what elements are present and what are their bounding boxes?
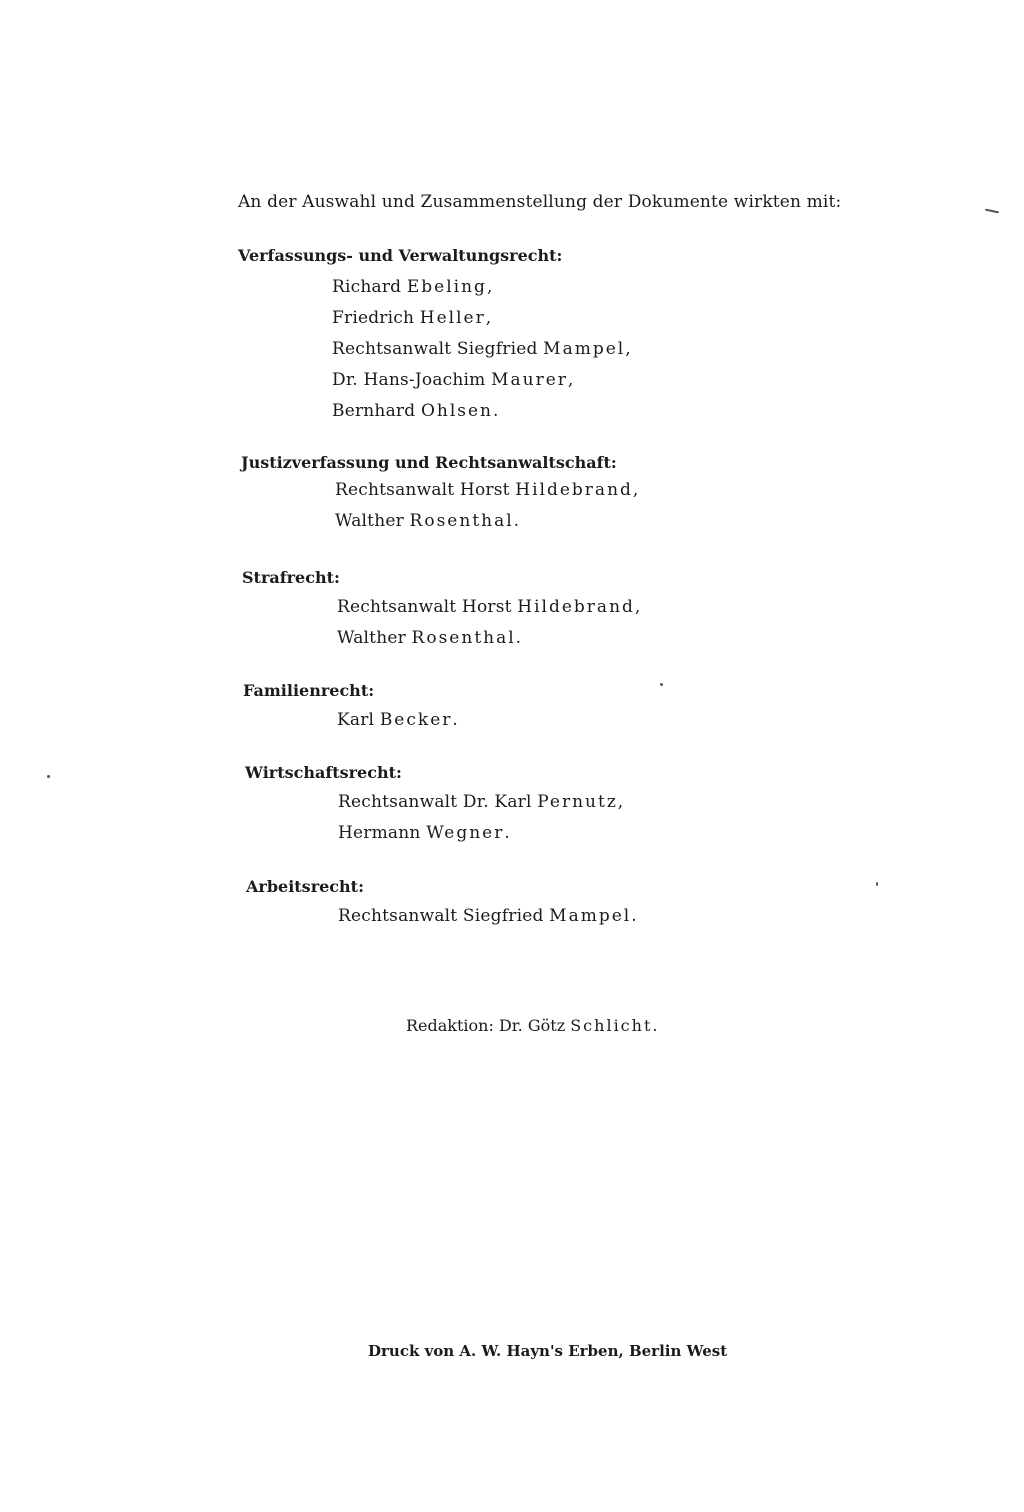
contributor-given: Walther <box>335 511 404 531</box>
contributor-given: Hermann <box>338 823 421 843</box>
contributor-given: Walther <box>337 628 406 648</box>
editor-suffix: . <box>652 1016 658 1035</box>
contributor-surname: Mampel <box>549 906 632 926</box>
contributor-name <box>337 623 802 654</box>
contributor-surname: Mampel <box>543 339 626 359</box>
contributor-surname: Hildebrand <box>517 597 635 617</box>
contributor-given: Richard <box>332 277 402 297</box>
contributor-surname: Ebeling <box>406 277 487 297</box>
contributor-suffix: . <box>452 710 458 730</box>
contributor-name <box>338 818 805 849</box>
scan-speck <box>47 775 50 778</box>
contributor-given: Bernhard <box>332 401 416 421</box>
contributor-list <box>332 272 798 427</box>
contributor-given: Karl <box>337 710 375 730</box>
contributor-suffix: , <box>486 277 493 297</box>
contributor-suffix: , <box>617 792 624 812</box>
contributor-name <box>338 787 805 818</box>
section-arbeitsrecht <box>246 877 806 932</box>
section-heading: Verfassungs- und Verwaltungsrecht: <box>238 246 563 265</box>
section-heading: Arbeitsrecht: <box>246 877 364 896</box>
contributor-list <box>337 705 803 736</box>
scan-speck <box>876 882 878 886</box>
printer-imprint: Druck von A. W. Hayn's Erben, Berlin West <box>368 1342 728 1360</box>
contributor-suffix: , <box>632 480 639 500</box>
contributor-suffix: . <box>631 906 637 926</box>
contributor-given: Rechtsanwalt Dr. Karl <box>338 792 532 812</box>
contributor-suffix: , <box>625 339 631 359</box>
contributor-suffix: , <box>567 370 574 390</box>
contributor-name <box>335 475 801 506</box>
section-familienrecht <box>243 681 803 736</box>
contributor-list <box>338 901 806 932</box>
contributor-given: Rechtsanwalt Horst <box>337 597 512 617</box>
contributor-name <box>332 272 798 303</box>
contributor-surname: Rosenthal <box>409 511 514 531</box>
contributor-name <box>332 396 798 427</box>
section-heading: Familienrecht: <box>243 681 375 700</box>
contributor-surname: Hildebrand <box>515 480 633 500</box>
section-heading: Wirtschaftsrecht: <box>245 763 402 782</box>
contributor-given: Rechtsanwalt Siegfried <box>338 906 544 926</box>
contributor-suffix: . <box>515 628 522 648</box>
contributor-list <box>337 592 802 654</box>
intro-line: An der Auswahl und Zusammenstellung der Dokumente wirkten mit: <box>238 192 842 212</box>
contributor-given: Rechtsanwalt Siegfried <box>332 339 538 359</box>
contributor-suffix: , <box>485 308 492 328</box>
contributor-given: Friedrich <box>332 308 415 328</box>
section-justizverfassung <box>241 453 801 537</box>
contributor-surname: Ohlsen <box>420 401 493 421</box>
editor-surname: Schlicht <box>570 1016 653 1035</box>
contributor-surname: Rosenthal <box>411 628 516 648</box>
editor-label: Redaktion: Dr. Götz <box>406 1016 566 1035</box>
contributor-surname: Becker <box>379 710 453 730</box>
contributor-suffix: . <box>493 401 499 421</box>
contributor-name <box>332 334 798 365</box>
scan-speck <box>985 209 999 214</box>
contributor-surname: Maurer <box>491 370 568 390</box>
section-verfassungs-verwaltungsrecht <box>238 246 798 427</box>
scan-speck <box>660 683 663 686</box>
contributor-given: Rechtsanwalt Horst <box>335 480 510 500</box>
contributor-name <box>337 705 803 736</box>
contributor-name <box>335 506 801 537</box>
section-heading: Strafrecht: <box>242 568 340 587</box>
contributor-name <box>338 901 806 932</box>
contributor-name <box>332 365 798 396</box>
contributor-surname: Wegner <box>426 823 505 843</box>
contributor-list <box>335 475 801 537</box>
contributor-name <box>337 592 802 623</box>
editor-credit <box>406 1016 657 1035</box>
contributor-suffix: . <box>504 823 510 843</box>
section-strafrecht <box>242 568 802 654</box>
contributor-suffix: , <box>634 597 641 617</box>
contributor-given: Dr. Hans-Joachim <box>332 370 486 390</box>
section-wirtschaftsrecht <box>245 763 805 849</box>
contributor-surname: Heller <box>419 308 486 328</box>
contributor-name <box>332 303 798 334</box>
section-heading: Justizverfassung und Rechtsanwaltschaft: <box>241 453 617 472</box>
contributor-surname: Pernutz <box>537 792 618 812</box>
contributor-list <box>338 787 805 849</box>
contributor-suffix: . <box>513 511 520 531</box>
